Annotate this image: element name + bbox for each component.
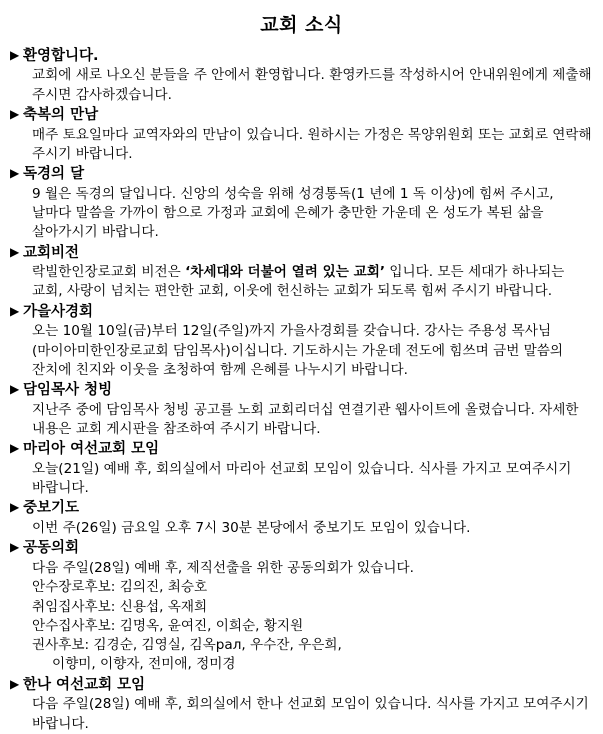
section-heading-text: 교회비전 xyxy=(23,244,80,261)
section-body-text: 오는 10월 10일(금)부터 12일(주일)까지 가을사경회를 갖습니다. 강사는 주용성 목사님(마이아미한인장로교회 담임목사)이십니다. 기도하시는 가운데 전도에 힘쓰며 금번 말씀의 잔치에 친지와 이웃을 초청하여 함께 은혜를 나누시기 바랍니다. xyxy=(32,323,564,378)
triangle-bullet-icon: ▶ xyxy=(10,540,20,555)
section-heading-text: 가을사경회 xyxy=(23,303,94,320)
section-heading xyxy=(10,303,593,323)
section-heading xyxy=(10,539,593,559)
section-heading-text: 축복의 만남 xyxy=(23,106,99,123)
triangle-bullet-icon: ▶ xyxy=(10,441,20,456)
section-heading xyxy=(10,244,593,264)
section-body xyxy=(10,401,593,440)
section-body xyxy=(10,322,593,380)
section-body xyxy=(10,185,593,243)
section-church-vision xyxy=(10,244,593,302)
triangle-bullet-icon: ▶ xyxy=(10,500,20,515)
section-body xyxy=(10,519,593,538)
triangle-bullet-icon: ▶ xyxy=(10,166,20,181)
candidate-line: 권사후보: 김경순, 김영실, 김옥рал, 우수잔, 우은희, xyxy=(32,637,342,654)
candidate-line-continued: 이향미, 이향자, 전미애, 정미경 xyxy=(52,656,236,673)
candidate-line: 안수장로후보: 김의진, 최승호 xyxy=(32,579,208,596)
section-heading-text: 한나 여선교회 모임 xyxy=(23,676,146,693)
section-body-text: 매주 토요일마다 교역자와의 만남이 있습니다. 원하시는 가정은 목양위원회 또는 교회로 연락해 주시기 바랍니다. xyxy=(32,126,592,162)
section-body xyxy=(10,559,593,578)
section-body xyxy=(10,263,593,302)
section-heading-text: 공동의회 xyxy=(23,540,80,557)
section-heading-text: 환영합니다. xyxy=(23,47,99,64)
section-intercessory-prayer xyxy=(10,499,593,538)
section-body-text: 교회에 새로 나오신 분들을 주 안에서 환영합니다. 환영카드를 작성하시어 안내위원에게 제출해 주시면 감사하겠습니다. xyxy=(32,67,592,103)
section-body-text: 다음 주일(28일) 예배 후, 회의실에서 한나 선교회 모임이 있습니다. 식사를 가지고 모여주시기 바랍니다. xyxy=(32,696,589,732)
section-body-text: 다음 주일(28일) 예배 후, 제직선출을 위한 공동의회가 있습니다. xyxy=(32,559,414,576)
section-heading xyxy=(10,165,593,185)
section-heading xyxy=(10,676,593,696)
vision-text-pre: 락빌한인장로교회 비전은 xyxy=(32,264,186,281)
section-body xyxy=(10,66,593,105)
section-heading xyxy=(10,106,593,126)
section-heading xyxy=(10,381,593,401)
section-maria-womens-mission xyxy=(10,440,593,498)
triangle-bullet-icon: ▶ xyxy=(10,244,20,259)
triangle-bullet-icon: ▶ xyxy=(10,382,20,397)
section-blessed-meeting xyxy=(10,106,593,164)
section-bible-reading-month xyxy=(10,165,593,242)
candidate-line: 취임집사후보: 신용섭, 옥재희 xyxy=(32,598,208,615)
section-body-text: 지난주 중에 담임목사 청빙 공고를 노회 교회리더십 연결기관 웹사이트에 올렸습니다. 자세한 내용은 교회 게시판을 참조하여 주시기 바랍니다. xyxy=(32,401,579,438)
section-heading-text: 독경의 달 xyxy=(23,166,85,183)
section-heading xyxy=(10,499,593,519)
section-senior-pastor-search xyxy=(10,381,593,439)
section-body-text: 오늘(21일) 예배 후, 회의실에서 마리아 선교회 모임이 있습니다. 식사를 가지고 모여주시기 바랍니다. xyxy=(32,460,572,497)
section-body-text: 이번 주(26일) 금요일 오후 7시 30분 본당에서 중보기도 모임이 있습니다. xyxy=(32,520,471,537)
section-heading xyxy=(10,47,593,67)
triangle-bullet-icon: ▶ xyxy=(10,303,20,318)
section-heading xyxy=(10,440,593,460)
section-heading-text: 마리아 여선교회 모임 xyxy=(23,441,160,458)
section-welcome xyxy=(10,47,593,105)
triangle-bullet-icon: ▶ xyxy=(10,47,20,62)
section-body xyxy=(10,695,593,734)
section-body-paragraph xyxy=(32,263,593,302)
section-body xyxy=(10,126,593,165)
triangle-bullet-icon: ▶ xyxy=(10,676,20,691)
section-hannah-womens-mission xyxy=(10,676,593,734)
section-congregational-meeting xyxy=(10,539,593,674)
page-title: 교회 소식 xyxy=(260,14,343,36)
section-heading-text: 담임목사 청빙 xyxy=(23,382,113,399)
section-fall-bible-conference xyxy=(10,303,593,380)
section-body-text: 9 월은 독경의 달입니다. 신앙의 성숙을 위해 성경통독(1 년에 1 독 이상)에 힘써 주시고, 날마다 말씀을 가까이 함으로 가정과 교회에 은혜가 충만한 가운데 온 성도가 복된 삶을 살아가시기 바랍니다. xyxy=(32,185,554,241)
section-body xyxy=(10,460,593,499)
triangle-bullet-icon: ▶ xyxy=(10,106,20,121)
section-heading-text: 중보기도 xyxy=(23,500,80,517)
vision-text-post: 입니다. 모든 세대가 하나되는 교회, 사랑이 넘치는 편안한 교회, 이웃에 헌신하는 교회가 되도록 힘써 주시기 바랍니다. xyxy=(32,264,565,300)
candidate-line: 안수집사후보: 김명옥, 윤여진, 이희순, 황지원 xyxy=(32,617,304,634)
vision-quote: ‘차세대와 더불어 열려 있는 교회’ xyxy=(185,264,386,281)
